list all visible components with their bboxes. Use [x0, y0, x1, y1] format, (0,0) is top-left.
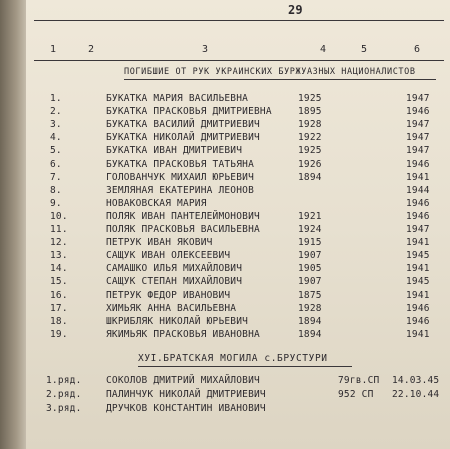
row-number: 9.: [50, 197, 62, 209]
person-name: САЩУК СТЕПАН МИХАЙЛОВИЧ: [106, 276, 243, 288]
person-name: ХИМЬЯК АННА ВАСИЛЬЕВНА: [106, 302, 237, 314]
grave-title-underline: [138, 366, 352, 367]
column-header-6: 6: [414, 44, 421, 55]
row-number: 19.: [50, 328, 68, 340]
death-date: 22.10.44: [392, 389, 440, 400]
column-header-5: 5: [361, 44, 368, 55]
birth-year: 1875: [298, 289, 322, 301]
death-year: 1947: [406, 119, 430, 131]
death-year: 1947: [406, 93, 430, 104]
column-header-4: 4: [320, 44, 327, 55]
person-name: ЯКИМЬЯК ПРАСКОВЬЯ ИВАНОВНА: [106, 328, 260, 340]
birth-year: 1907: [298, 250, 322, 262]
death-year: 1946: [406, 106, 430, 118]
death-year: 1945: [406, 250, 430, 262]
death-year: 1947: [406, 132, 430, 144]
death-year: 1941: [406, 171, 430, 183]
birth-year: 1894: [298, 171, 322, 183]
row-number: 13.: [50, 250, 68, 262]
row-number: 5.: [50, 145, 62, 157]
top-rule: [34, 20, 444, 21]
person-name: БУКАТКА ИВАН ДМИТРИЕВИЧ: [106, 145, 243, 157]
rank-abbreviation: 3.ряд.: [46, 403, 82, 414]
row-number: 1.: [50, 93, 62, 104]
row-number: 17.: [50, 302, 68, 314]
death-year: 1947: [406, 145, 430, 157]
row-number: 2.: [50, 106, 62, 118]
person-name: САЩУК ИВАН ОЛЕКСЕЕВИЧ: [106, 250, 231, 262]
header-rule: [34, 60, 444, 61]
row-number: 7.: [50, 171, 62, 183]
death-year: 1941: [406, 328, 430, 340]
death-year: 1941: [406, 263, 430, 275]
person-name: САМАШКО ИЛЬЯ МИХАЙЛОВИЧ: [106, 263, 243, 275]
row-number: 10.: [50, 210, 68, 222]
row-number: 15.: [50, 276, 68, 288]
birth-year: 1894: [298, 328, 322, 340]
death-year: 1946: [406, 315, 430, 327]
person-name: ПЕТРУК ИВАН ЯКОВИЧ: [106, 237, 213, 249]
death-year: 1946: [406, 197, 430, 209]
row-number: 14.: [50, 263, 68, 275]
birth-year: 1921: [298, 210, 322, 222]
death-year: 1946: [406, 210, 430, 222]
column-header-2: 2: [88, 44, 95, 55]
column-header-1: 1: [50, 44, 57, 55]
birth-year: 1907: [298, 276, 322, 288]
person-name: БУКАТКА ПРАСКОВЬЯ ДМИТРИЕВНА: [106, 106, 272, 118]
birth-year: 1915: [298, 237, 322, 249]
row-number: 12.: [50, 237, 68, 249]
row-number: 3.: [50, 119, 62, 131]
row-number: 11.: [50, 224, 68, 235]
death-year: 1946: [406, 302, 430, 314]
person-name: ПОЛЯК ПРАСКОВЬЯ ВАСИЛЬЕВНА: [106, 224, 260, 235]
birth-year: 1925: [298, 93, 322, 104]
birth-year: 1895: [298, 106, 322, 118]
person-name: БУКАТКА НИКОЛАЙ ДМИТРИЕВИЧ: [106, 132, 260, 144]
section-title-underline: [124, 79, 436, 80]
person-name: ПЕТРУК ФЕДОР ИВАНОВИЧ: [106, 289, 231, 301]
person-name: БУКАТКА ВАСИЛИЙ ДМИТРИЕВИЧ: [106, 119, 260, 131]
page-number: 29: [288, 3, 303, 17]
person-name: ПОЛЯК ИВАН ПАНТЕЛЕЙМОНОВИЧ: [106, 210, 260, 222]
row-number: 18.: [50, 315, 68, 327]
death-year: 1947: [406, 224, 430, 235]
birth-year: 1928: [298, 302, 322, 314]
birth-year: 1924: [298, 224, 322, 235]
birth-year: 1894: [298, 315, 322, 327]
military-unit: 79гв.СП: [338, 375, 380, 386]
birth-year: 1922: [298, 132, 322, 144]
person-name: БУКАТКА МАРИЯ ВАСИЛЬЕВНА: [106, 93, 249, 104]
death-date: 14.03.45: [392, 375, 440, 386]
row-number: 6.: [50, 158, 62, 170]
row-number: 4.: [50, 132, 62, 144]
death-year: 1944: [406, 184, 430, 196]
person-name: ШКРИБЛЯК НИКОЛАЙ ЮРЬЕВИЧ: [106, 315, 249, 327]
birth-year: 1926: [298, 158, 322, 170]
birth-year: 1905: [298, 263, 322, 275]
document-page: [26, 0, 450, 449]
row-number: 16.: [50, 289, 68, 301]
rank-abbreviation: 2.ряд.: [46, 389, 82, 400]
death-year: 1945: [406, 276, 430, 288]
person-name: НОВАКОВСКАЯ МАРИЯ: [106, 197, 207, 209]
column-header-3: 3: [202, 44, 209, 55]
rank-abbreviation: 1.ряд.: [46, 375, 82, 386]
death-year: 1941: [406, 237, 430, 249]
grave-title: ХУI.БРАТСКАЯ МОГИЛА с.БРУСТУРИ: [138, 353, 328, 364]
person-name: ГОЛОВАНЧУК МИХАИЛ ЮРЬЕВИЧ: [106, 171, 254, 183]
person-name: БУКАТКА ПРАСКОВЬЯ ТАТЬЯНА: [106, 158, 254, 170]
person-name: СОКОЛОВ ДМИТРИЙ МИХАЙЛОВИЧ: [106, 375, 260, 386]
row-number: 8.: [50, 184, 62, 196]
person-name: ДРУЧКОВ КОНСТАНТИН ИВАНОВИЧ: [106, 403, 266, 414]
person-name: ПАЛИНЧУК НИКОЛАЙ ДМИТРИЕВИЧ: [106, 389, 266, 400]
death-year: 1941: [406, 289, 430, 301]
person-name: ЗЕМЛЯНАЯ ЕКАТЕРИНА ЛЕОНОВ: [106, 184, 254, 196]
birth-year: 1925: [298, 145, 322, 157]
section-title: ПОГИБШИЕ ОТ РУК УКРАИНСКИХ БУРЖУАЗНЫХ НАЦИОНАЛИСТОВ: [124, 67, 416, 77]
military-unit: 952 СП: [338, 389, 374, 400]
birth-year: 1928: [298, 119, 322, 131]
death-year: 1946: [406, 158, 430, 170]
